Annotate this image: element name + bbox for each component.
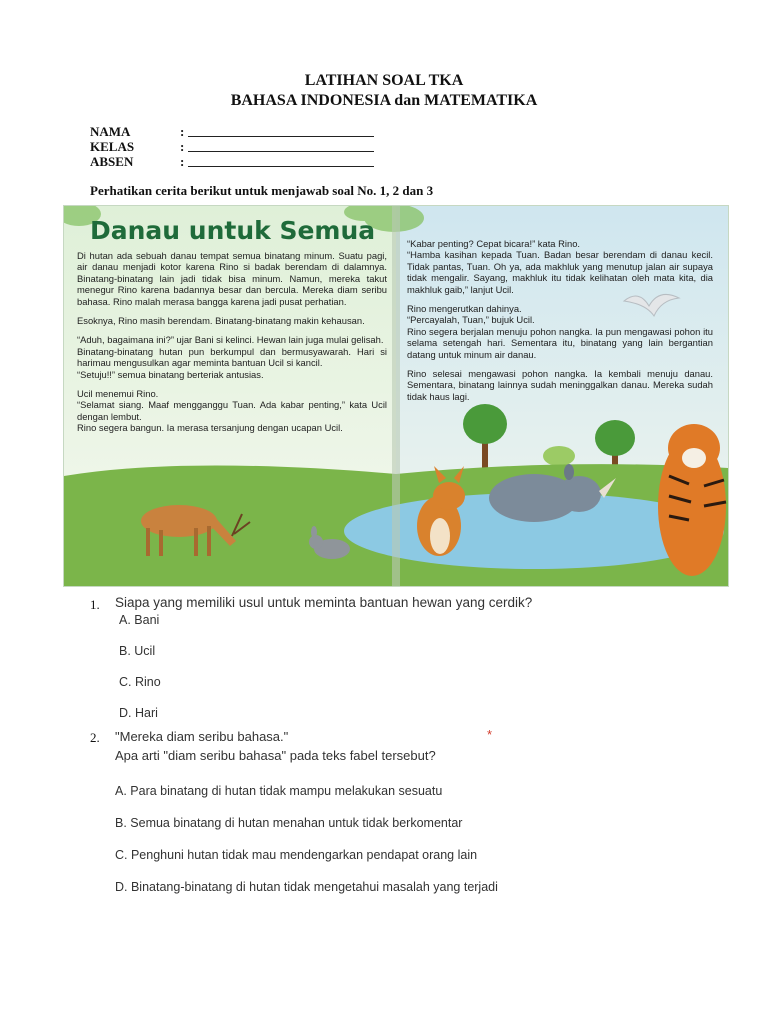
story-paragraph: “Selamat siang. Maaf mengganggu Tuan. Ada kabar penting,” kata Ucil dengan lembut.: [77, 399, 387, 422]
worksheet-subtitle: BAHASA INDONESIA dan MATEMATIKA: [230, 92, 538, 109]
question-2-option-a[interactable]: A. Para binatang di hutan tidak mampu melakukan sesuatu: [115, 784, 443, 798]
story-title: Danau untuk Semua: [90, 216, 376, 245]
name-row: [90, 124, 374, 139]
story-paragraph: Rino mengerutkan dahinya.: [407, 303, 522, 315]
question-1-option-c[interactable]: C. Rino: [119, 675, 161, 689]
story-book-illustration: [63, 205, 729, 587]
name-field[interactable]: [188, 126, 374, 137]
story-paragraph: Rino segera bangun. Ia merasa tersanjung dengan ucapan Ucil.: [77, 422, 343, 434]
required-mark: *: [487, 727, 493, 742]
story-paragraph: “Aduh, bagaimana ini?” ujar Bani si kelinci. Hewan lain juga mulai gelisah.: [77, 334, 384, 346]
absen-field[interactable]: [188, 156, 374, 167]
question-1-option-b[interactable]: B. Ucil: [119, 644, 156, 658]
worksheet-title: LATIHAN SOAL TKA: [304, 72, 464, 89]
story-paragraph: Binatang-binatang hutan pun berkumpul dan bermusyawarah. Hari si harimau mengusulkan agar meminta bantuan Ucil si kancil.: [77, 345, 387, 369]
name-separator: :: [180, 123, 185, 139]
story-paragraph: Ucil menemui Rino.: [77, 388, 159, 400]
story-paragraph: “Kabar penting? Cepat bicara!” kata Rino.: [407, 238, 581, 249]
class-label: KELAS: [90, 138, 135, 154]
identity-fields: [90, 124, 374, 169]
question-2-option-d[interactable]: D. Binatang-binatang di hutan tidak mengetahui masalah yang terjadi: [115, 880, 498, 894]
question-1-number: 1.: [90, 597, 100, 612]
story-paragraph: “Hamba kasihan kepada Tuan. Badan besar berendam di danau kecil. Tidak pantas, Tuan. Oh ya, ada makhluk yang menutup jalan air supaya tidak mengalir. Sayang, makhluk itu tidak kelihatan oleh mata kita, dia makhluk gaib,” lanjut Ucil.: [407, 249, 713, 295]
question-1-text: Siapa yang memiliki usul untuk meminta bantuan hewan yang cerdik?: [115, 595, 533, 610]
story-paragraph: “Setuju!!” semua binatang berteriak antusias.: [77, 368, 264, 380]
tiger-illustration: [658, 424, 726, 576]
story-right-column: [407, 238, 713, 410]
question-1-option-d[interactable]: D. Hari: [119, 706, 158, 720]
name-label: NAMA: [90, 123, 131, 139]
book-fold: [392, 206, 400, 586]
class-row: [90, 139, 374, 154]
story-paragraph: Rino segera berjalan menuju pohon nangka. Ia pun mengawasi pohon itu selama setengah hari. Sementara itu, binatang yang lain bergantian datang untuk minum air danau.: [407, 325, 713, 360]
question-2-quote: "Mereka diam seribu bahasa.": [115, 729, 289, 744]
question-2-option-c[interactable]: C. Penghuni hutan tidak mau mendengarkan pendapat orang lain: [115, 848, 478, 862]
absen-separator: :: [180, 153, 185, 169]
story-paragraph: “Percayalah, Tuan,” bujuk Ucil.: [407, 314, 535, 326]
class-separator: :: [180, 138, 185, 154]
story-paragraph: Rino selesai mengawasi pohon nangka. Ia kembali menuju danau. Sementara, binatang lainnya sudah meninggalkan danau. Mereka sudah tidak haus lagi.: [407, 368, 713, 402]
instruction-text: Perhatikan cerita berikut untuk menjawab soal No. 1, 2 dan 3: [90, 183, 434, 198]
absen-row: [90, 154, 374, 169]
question-2-option-b[interactable]: B. Semua binatang di hutan menahan untuk tidak berkomentar: [115, 816, 463, 830]
class-field[interactable]: [188, 141, 374, 152]
question-2-text: Apa arti "diam seribu bahasa" pada teks fabel tersebut?: [115, 748, 436, 763]
absen-label: ABSEN: [90, 153, 134, 169]
question-2-number: 2.: [90, 730, 100, 745]
question-1-option-a[interactable]: A. Bani: [119, 613, 160, 627]
story-paragraph: Esoknya, Rino masih berendam. Binatang-binatang makin kehausan.: [77, 315, 365, 327]
story-paragraph: Di hutan ada sebuah danau tempat semua binatang minum. Suatu pagi, air danau menjadi kotor karena Rino si badak berendam di dalamnya. Binatang-binatang lain jadi tidak bisa minum. Namun, mereka takut menegur Rino karena badannya besar dan bercula. Mereka diam seribu bahasa. Rino malah merasa bangga karena jadi pusat perhatian.: [77, 250, 387, 307]
story-left-column: [77, 250, 387, 442]
